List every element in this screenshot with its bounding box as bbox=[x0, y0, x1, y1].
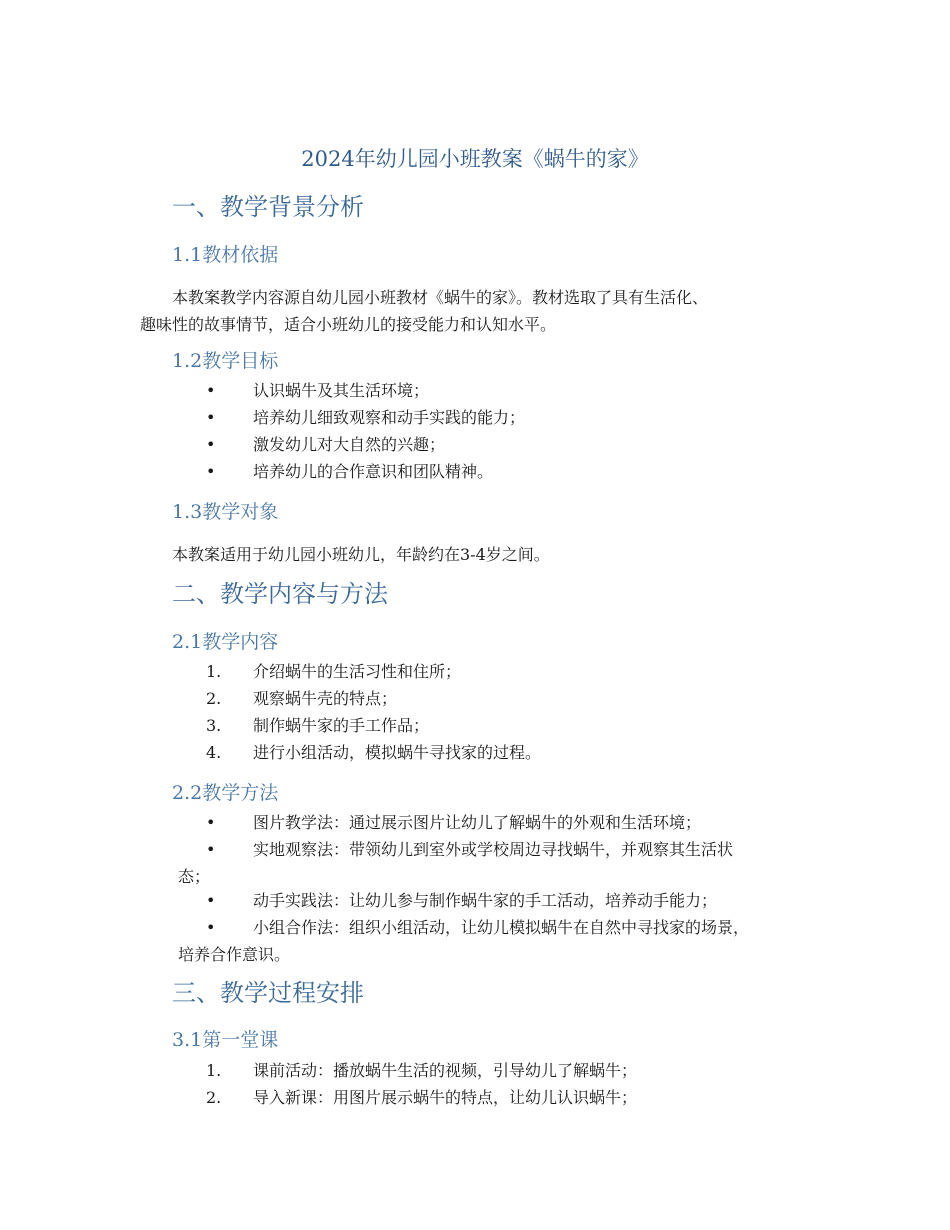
list-item bbox=[0, 739, 950, 766]
list-item bbox=[0, 914, 950, 941]
section-1-heading: 一、教学背景分析 bbox=[172, 193, 364, 221]
list-item-text: 介绍蜗牛的生活习性和住所； bbox=[253, 662, 462, 681]
list-item-text-continuation: 培养合作意识。 bbox=[178, 945, 291, 964]
list-number: 2. bbox=[206, 689, 222, 708]
list-item bbox=[0, 809, 950, 836]
section-1-1-paragraph-line-1: 本教案教学内容源自幼儿园小班教材《蜗牛的家》。教材选取了具有生活化、 bbox=[172, 288, 709, 307]
section-2-1-heading: 2.1教学内容 bbox=[172, 631, 279, 653]
list-item bbox=[0, 712, 950, 739]
list-item bbox=[0, 377, 950, 404]
list-item-text: 认识蜗牛及其生活环境； bbox=[253, 381, 430, 400]
list-item bbox=[0, 1084, 950, 1111]
section-1-1-paragraph-line-2: 趣味性的故事情节，适合小班幼儿的接受能力和认知水平。 bbox=[140, 315, 557, 334]
bullet-icon: • bbox=[206, 891, 216, 910]
section-1-2-heading: 1.2教学目标 bbox=[172, 350, 279, 372]
section-2-2-heading: 2.2教学方法 bbox=[172, 782, 279, 804]
section-3-heading: 三、教学过程安排 bbox=[172, 979, 364, 1007]
document-title: 2024年幼儿园小班教案《蜗牛的家》 bbox=[301, 147, 649, 171]
list-item bbox=[0, 685, 950, 712]
list-item bbox=[0, 458, 950, 485]
list-item-text-continuation: 态； bbox=[178, 867, 211, 886]
list-item-text: 实地观察法：带领幼儿到室外或学校周边寻找蜗牛，并观察其生活状 bbox=[253, 840, 734, 859]
list-number: 1. bbox=[206, 662, 222, 681]
section-1-1-heading: 1.1教材依据 bbox=[172, 244, 279, 266]
list-item-text: 动手实践法：让幼儿参与制作蜗牛家的手工活动，培养动手能力； bbox=[253, 891, 718, 910]
bullet-icon: • bbox=[206, 435, 216, 454]
list-number: 1. bbox=[206, 1061, 222, 1080]
list-item-text: 观察蜗牛壳的特点； bbox=[253, 689, 398, 708]
bullet-icon: • bbox=[206, 840, 216, 859]
list-item-text: 图片教学法：通过展示图片让幼儿了解蜗牛的外观和生活环境； bbox=[253, 813, 702, 832]
bullet-icon: • bbox=[206, 381, 216, 400]
list-item-text: 培养幼儿细致观察和动手实践的能力； bbox=[253, 408, 526, 427]
list-item bbox=[0, 431, 950, 458]
list-item-text: 小组合作法：组织小组活动，让幼儿模拟蜗牛在自然中寻找家的场景， bbox=[253, 918, 750, 937]
list-item-text: 激发幼儿对大自然的兴趣； bbox=[253, 435, 446, 454]
bullet-icon: • bbox=[206, 918, 216, 937]
section-1-3-paragraph: 本教案适用于幼儿园小班幼儿，年龄约在3-4岁之间。 bbox=[172, 545, 550, 564]
list-item bbox=[0, 658, 950, 685]
list-number: 4. bbox=[206, 743, 222, 762]
list-item bbox=[0, 404, 950, 431]
bullet-icon: • bbox=[206, 408, 216, 427]
list-item-text: 制作蜗牛家的手工作品； bbox=[253, 716, 430, 735]
list-number: 2. bbox=[206, 1088, 222, 1107]
list-item-text: 进行小组活动，模拟蜗牛寻找家的过程。 bbox=[253, 743, 542, 762]
section-1-3-heading: 1.3教学对象 bbox=[172, 501, 279, 523]
section-2-heading: 二、教学内容与方法 bbox=[172, 580, 388, 608]
list-item-text: 课前活动：播放蜗牛生活的视频，引导幼儿了解蜗牛； bbox=[253, 1061, 638, 1080]
list-item-text: 培养幼儿的合作意识和团队精神。 bbox=[253, 462, 494, 481]
section-3-1-heading: 3.1第一堂课 bbox=[172, 1029, 279, 1051]
list-number: 3. bbox=[206, 716, 222, 735]
bullet-icon: • bbox=[206, 462, 216, 481]
bullet-icon: • bbox=[206, 813, 216, 832]
list-item-text: 导入新课：用图片展示蜗牛的特点，让幼儿认识蜗牛； bbox=[253, 1088, 638, 1107]
list-item bbox=[0, 887, 950, 914]
list-item bbox=[0, 1057, 950, 1084]
list-item bbox=[0, 836, 950, 863]
